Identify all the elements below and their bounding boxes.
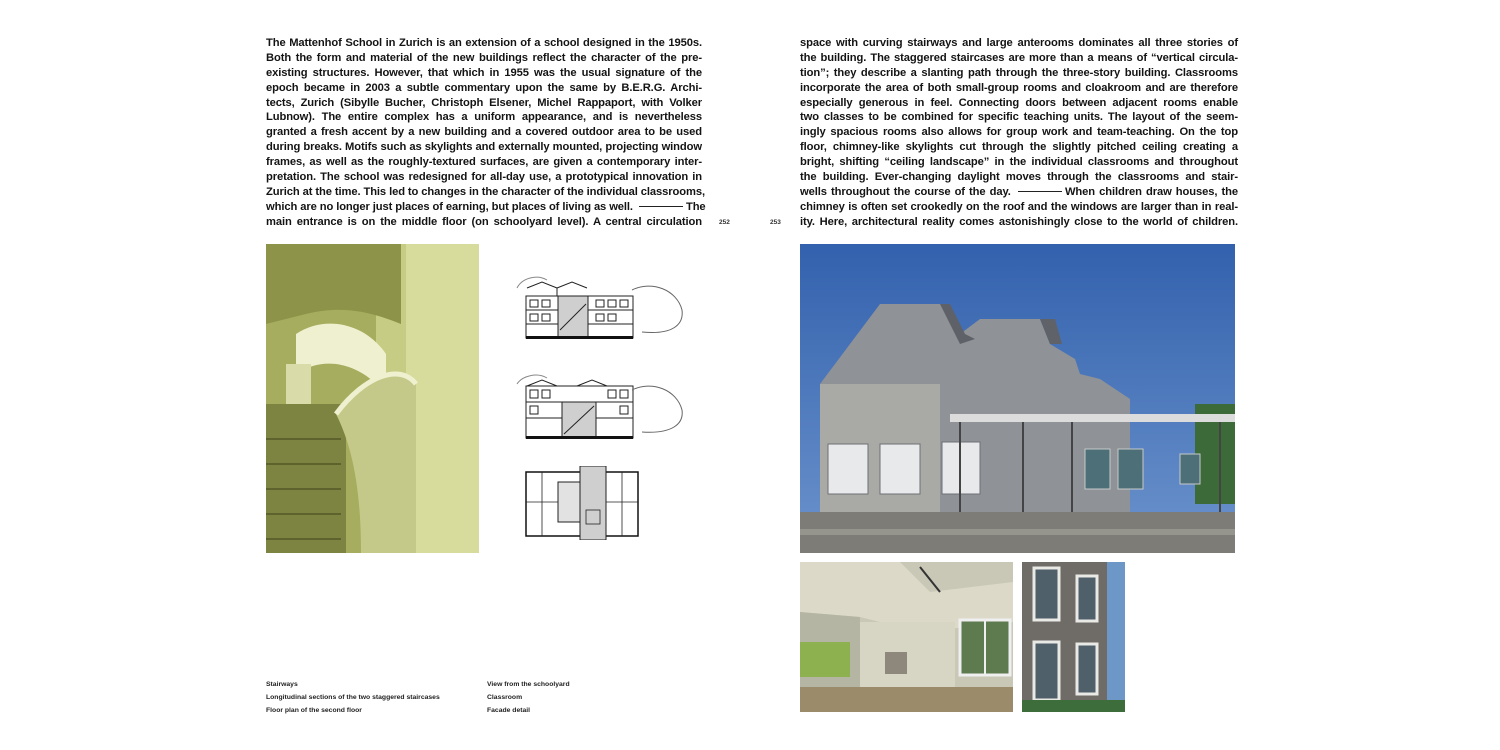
section-drawing-1 (512, 270, 688, 342)
right-text-line-1: space with curving stairways and large anterooms dominates all three stories of (800, 37, 1238, 49)
left-text-line-4: epoch became in 2003 a subtle commentary upon the same by B.E.R.G. Archi- (266, 81, 702, 94)
section-drawing-2 (512, 372, 688, 442)
right-text-line-3: tion”; they describe a slanting path through the three-story building. Classrooms (800, 66, 1238, 79)
right-text-line-4: incorporate the area of both small-group rooms and cloakroom and are therefore (800, 81, 1238, 94)
right-body-text (800, 36, 1238, 230)
captions-left (266, 678, 440, 717)
caption-sections: Longitudinal sections of the two staggered staircases (266, 694, 440, 701)
caption-floor-plan: Floor plan of the second floor (266, 707, 362, 714)
facade-photo (1022, 562, 1125, 712)
left-text-line-11: Zurich at the time. This led to changes in the character of the individual classrooms, (266, 185, 705, 198)
right-text-line-11: wells throughout the course of the day. When children draw houses, the (800, 185, 1238, 198)
right-text-line-8: floor, chimney-like skylights cut through the slightly pitched ceiling creating a (800, 141, 1238, 154)
left-text-line-9: frames, as well as the roughly-textured surfaces, are given a contemporary inter- (266, 156, 702, 169)
right-text-line-13: ity. Here, architectural reality comes astonishingly close to the world of children. (800, 215, 1238, 228)
right-text-line-10: the building. Ever-changing daylight moves through the classrooms and stair- (800, 171, 1238, 184)
left-text-line-12: which are no longer just places of earning, but places of living as well. The (266, 200, 706, 213)
caption-facade: Facade detail (487, 707, 531, 714)
right-text-line-6: two classes to be combined for specific teaching units. The layout of the seem- (800, 111, 1238, 124)
left-text-line-1: The Mattenhof School in Zurich is an extension of a school designed in the 1950s. (266, 37, 702, 49)
classroom-photo (800, 562, 1013, 712)
right-text-line-9: bright, shifting “ceiling landscape” in the individual classrooms and throughout (800, 156, 1238, 169)
right-text-line-7: ingly spacious rooms also allows for group work and team-teaching. On the top (800, 126, 1238, 139)
captions-right (487, 678, 570, 717)
right-text-line-2: the building. The staggered staircases are more than a means of “vertical circula- (800, 51, 1238, 64)
schoolyard-photo (800, 244, 1235, 553)
left-text-line-6: Lubnow). The entire complex has a uniform appearance, and is nevertheless (266, 111, 702, 124)
caption-stairways: Stairways (266, 681, 298, 688)
floor-plan-drawing (522, 466, 640, 540)
right-text-line-5: especially generous in feel. Connecting doors between adjacent rooms enable (800, 96, 1238, 109)
page-number-left: 252 (719, 219, 730, 226)
caption-schoolyard: View from the schoolyard (487, 681, 570, 688)
stairway-photo (266, 244, 479, 553)
left-text-line-3: existing structures. However, that which in 1955 was the usual signature of the (266, 66, 702, 79)
left-text-line-10: pretation. The school was redesigned for all-day use, a prototypical innovation in (266, 171, 702, 184)
left-text-line-8: during breaks. Motifs such as skylights and externally mounted, projecting window (266, 141, 702, 154)
left-text-line-13: main entrance is on the middle floor (on schoolyard level). A central circulation (266, 215, 702, 228)
caption-classroom: Classroom (487, 694, 523, 701)
left-text-line-7: granted a fresh accent by a new building and a covered outdoor area to be used (266, 126, 702, 139)
left-text-line-5: tects, Zurich (Sibylle Bucher, Christoph Elsener, Michel Rappaport, with Volker (266, 96, 702, 109)
left-body-text (266, 36, 706, 230)
page-number-right: 253 (770, 219, 781, 226)
section-rule-right (1018, 191, 1062, 192)
left-text-line-2: Both the form and material of the new buildings reflect the character of the pre- (266, 51, 702, 64)
right-text-line-12: chimney is often set crookedly on the roof and the windows are larger than in real- (800, 200, 1238, 213)
section-rule (639, 206, 683, 207)
